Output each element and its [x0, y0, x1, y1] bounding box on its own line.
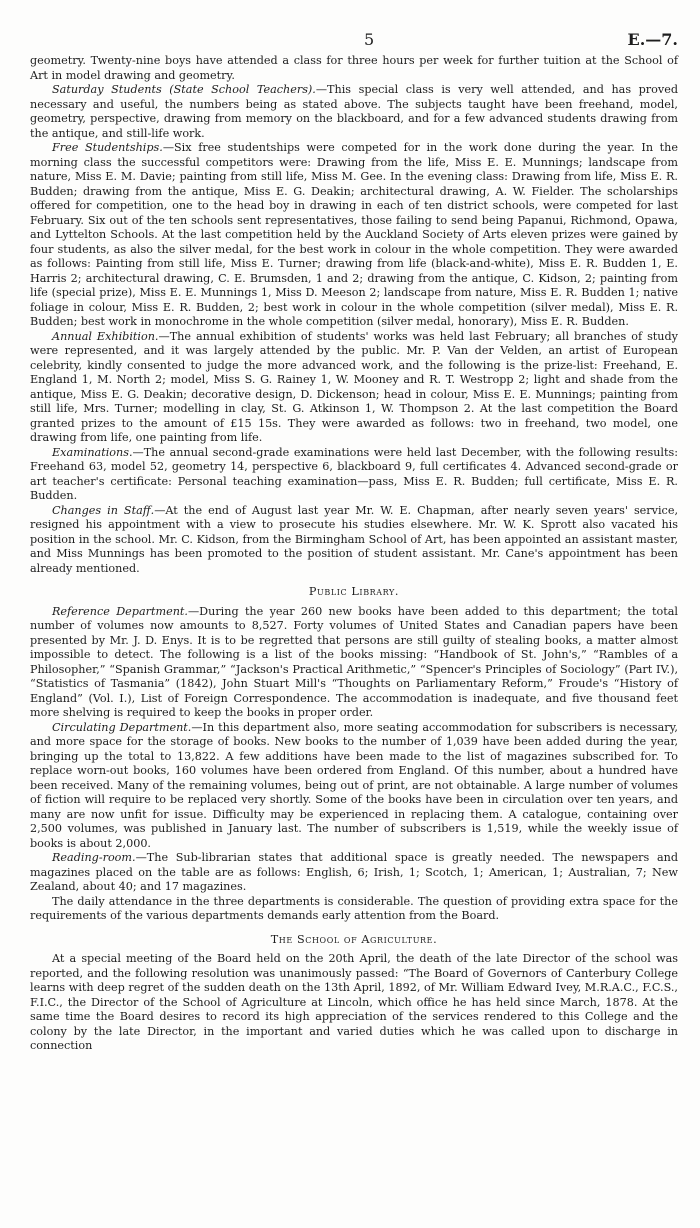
paragraph-daily-attendance — [30, 895, 678, 924]
paragraph-lead: Changes in Staff. — [52, 503, 155, 517]
paragraph-reading-room — [30, 851, 678, 895]
paragraph-lead: Saturday Students (State School Teachers). — [52, 83, 316, 96]
paragraph-lead: Reading-room. — [52, 851, 136, 864]
paragraph-changes-in-staff — [30, 504, 678, 577]
paragraph-text: geometry. Twenty-nine boys have attended a class for three hours per week for further tuition at the School of Art in model drawing and geometry. — [30, 54, 678, 82]
paragraph-lead: Examinations. — [52, 445, 133, 459]
paragraph-examinations — [30, 446, 678, 504]
paragraph-reference-department — [30, 605, 678, 721]
paragraph-lead: Circulating Department. — [52, 720, 192, 734]
paragraph-agriculture — [30, 952, 678, 1054]
paragraph-text: —This special class is very well attended, and has proved necessary and useful, the numbers being as stated above. The subjects taught have been freehand, model, geometry, perspective, drawing from memory on the blackboard, and for a few advanced students drawing from the antique, and still-life work. — [30, 83, 678, 140]
paragraph-circulating-department — [30, 721, 678, 852]
paragraph-text: —In this department also, more seating accommodation for subscribers is necessary, and more space for the storage of books. New books to the number of 1,039 have been added during the year, bringing up the total to 13,822. A few additions have been made to the list of magazines subscribed for. To replace worn-out books, 160 volumes have been ordered from England. Of this number, about a hundred have been received. Many of the remaining volumes, being out of print, are not obtainable. A large number of volumes of fiction will require to be replaced very shortly. Some of the books have been in circulation over ten years, and many are now unfit for issue. Difficulty may be experienced in replacing them. A catalogue, containing over 2,500 volumes, was published in January last. The number of subscribers is 1,519, while the weekly issue of books is about 2,000. — [30, 720, 678, 850]
paragraph-art-continued — [30, 54, 678, 83]
paragraph-text: The daily attendance in the three departments is considerable. The question of providing extra space for the requirements of the various departments demands early attention from the Board. — [30, 894, 678, 922]
section-heading-public-library: Public Library. — [308, 585, 400, 598]
paragraph-lead: Free Studentships. — [52, 141, 163, 154]
paragraph-text: —At the end of August last year Mr. W. E. Chapman, after nearly seven years' service, resigned his appointment with a view to prosecute his studies elsewhere. Mr. W. K. Sprott also vacated his position in the school. Mr. C. Kidson, from the Birmingham School of Art, has been appointed an assistant master, and Miss Munnings has been promoted to the position of student assistant. Mr. Cane's appointment has been already mentioned. — [30, 503, 678, 575]
page-header — [30, 30, 678, 50]
paragraph-text: —The annual exhibition of students' works was held last February; all branches of study were represented, and it was largely attended by the public. Mr. P. Van der Velden, an artist of European celebrity, kindly consented to judge the more advanced work, and the following is the prize-list: Freehand, E. England 1, M. North 2; model, Miss S. G. Rainey 1, W. Mooney and R. T. Westropp 2; light and shade from the antique, Miss E. G. Deakin; decorative design, D. Dickenson; head in colour, Miss E. E. Munnings; painting from still life, Mrs. Turner; modelling in clay, St. G. Atkinson 1, W. Thompson 2. At the last competition the Board granted prizes to the amount of £15 15s. They were awarded as follows: two in freehand, two model, one drawing from life, one painting from life. — [30, 329, 678, 444]
paragraph-text: —During the year 260 new books have been added to this department; the total number of volumes now amounts to 8,527. Forty volumes of United States and Canadian papers have been presented by Mr. J. D. Enys. It is to be regretted that persons are still guilty of stealing books, a matter almost impossible to detect. The following is a list of the books missing: “Handbook of St. John's,” “Rambles of a Philosopher,” “Spanish Grammar,” “Jackson's Practical Arithmetic,” “Spencer's Principles of Sociology” (Part IV.), “Statistics of Tasmania” (1842), John Stuart Mill's “Thoughts on Parliamentary Reform,” Froude's “History of England” (Vol. I.), List of Foreign Correspondence. The accommodation is inadequate, and five thousand feet more shelving is required to keep the books in proper order. — [30, 604, 678, 719]
paragraph-lead: Reference Department. — [52, 604, 188, 618]
section-heading-school-of-agriculture: The School of Agriculture. — [270, 932, 438, 946]
paragraph-text: —The annual second-grade examinations were held last December, with the following results: Freehand 63, model 52, geometry 14, perspective 6, blackboard 9, full certificates 4. Advanced second-grade or art teacher's certificate: Personal teaching examination—pass, Miss E. R. Budden; full certificate, Miss E. R. Budden. — [30, 445, 678, 502]
document-reference: E.—7. — [627, 30, 678, 49]
paragraph-lead: Annual Exhibition. — [52, 329, 159, 343]
paragraph-text: —Six free studentships were competed for in the work done during the year. In the morning class the successful competitors were: Drawing from the life, Miss E. E. Munnings; landscape from nature, Miss E. M. Davie; painting from still life, Miss M. Gee. In the evening class: Drawing from life, Miss E. R. Budden; drawing from the antique, Miss E. G. Deakin; architectural drawing, A. W. Fielder. The scholarships offered for competition, one to the head boy in drawing in each of ten district schools, were competed for last February. Six out of the ten schools sent representatives, those failing to send being Papanui, Richmond, Opawa, and Lyttelton Schools. At the last competition held by the Auckland Society of Arts eleven prizes were gained by four students, as also the silver medal, for the best work in colour in the whole competition. They were awarded as follows: Painting from still life, Miss E. Turner; drawing from life (black-and-white), Miss E. R. Budden 1, E. Harris 2; architectural drawing, C. E. Brumsden, 1 and 2; drawing from the antique, C. Kidson, 2; painting from life (special prize), Miss E. E. Munnings 1, Miss D. Meeson 2; landscape from nature, Miss E. R. Budden 1; native foliage in colour, Miss E. R. Budden, 2; best work in colour in the whole competition (silver medal), Miss E. R. Budden; best work in monochrome in the whole competition (silver medal, honorary), Miss E. R. Budden. — [30, 141, 678, 328]
paragraph-annual-exhibition — [30, 330, 678, 446]
paragraph-text: At a special meeting of the Board held on the 20th April, the death of the late Director of the school was reported, and the following resolution was unanimously passed: “The Board of Governors of Canterbury College learns with deep regret of the sudden death on the 13th April, 1892, of Mr. William Edward Ivey, M.R.A.C., F.C.S., F.I.C., the Director of the School of Agriculture at Lincoln, which office he has held since March, 1878. At the same time the Board desires to record its high appreciation of the services rendered to this College and the colony by the late Director, in the important and varied duties which he was called upon to discharge in connection — [30, 952, 678, 1052]
page-number: 5 — [364, 30, 375, 49]
paragraph-text: —The Sub-librarian states that additional space is greatly needed. The newspapers and magazines placed on the table are as follows: English, 6; Irish, 1; Scotch, 1; American, 1; Australian, 7; New Zealand, about 40; and 17 magazines. — [30, 851, 678, 893]
document-body — [30, 54, 678, 1054]
paragraph-free-studentships — [30, 141, 678, 330]
paragraph-saturday-students — [30, 83, 678, 141]
